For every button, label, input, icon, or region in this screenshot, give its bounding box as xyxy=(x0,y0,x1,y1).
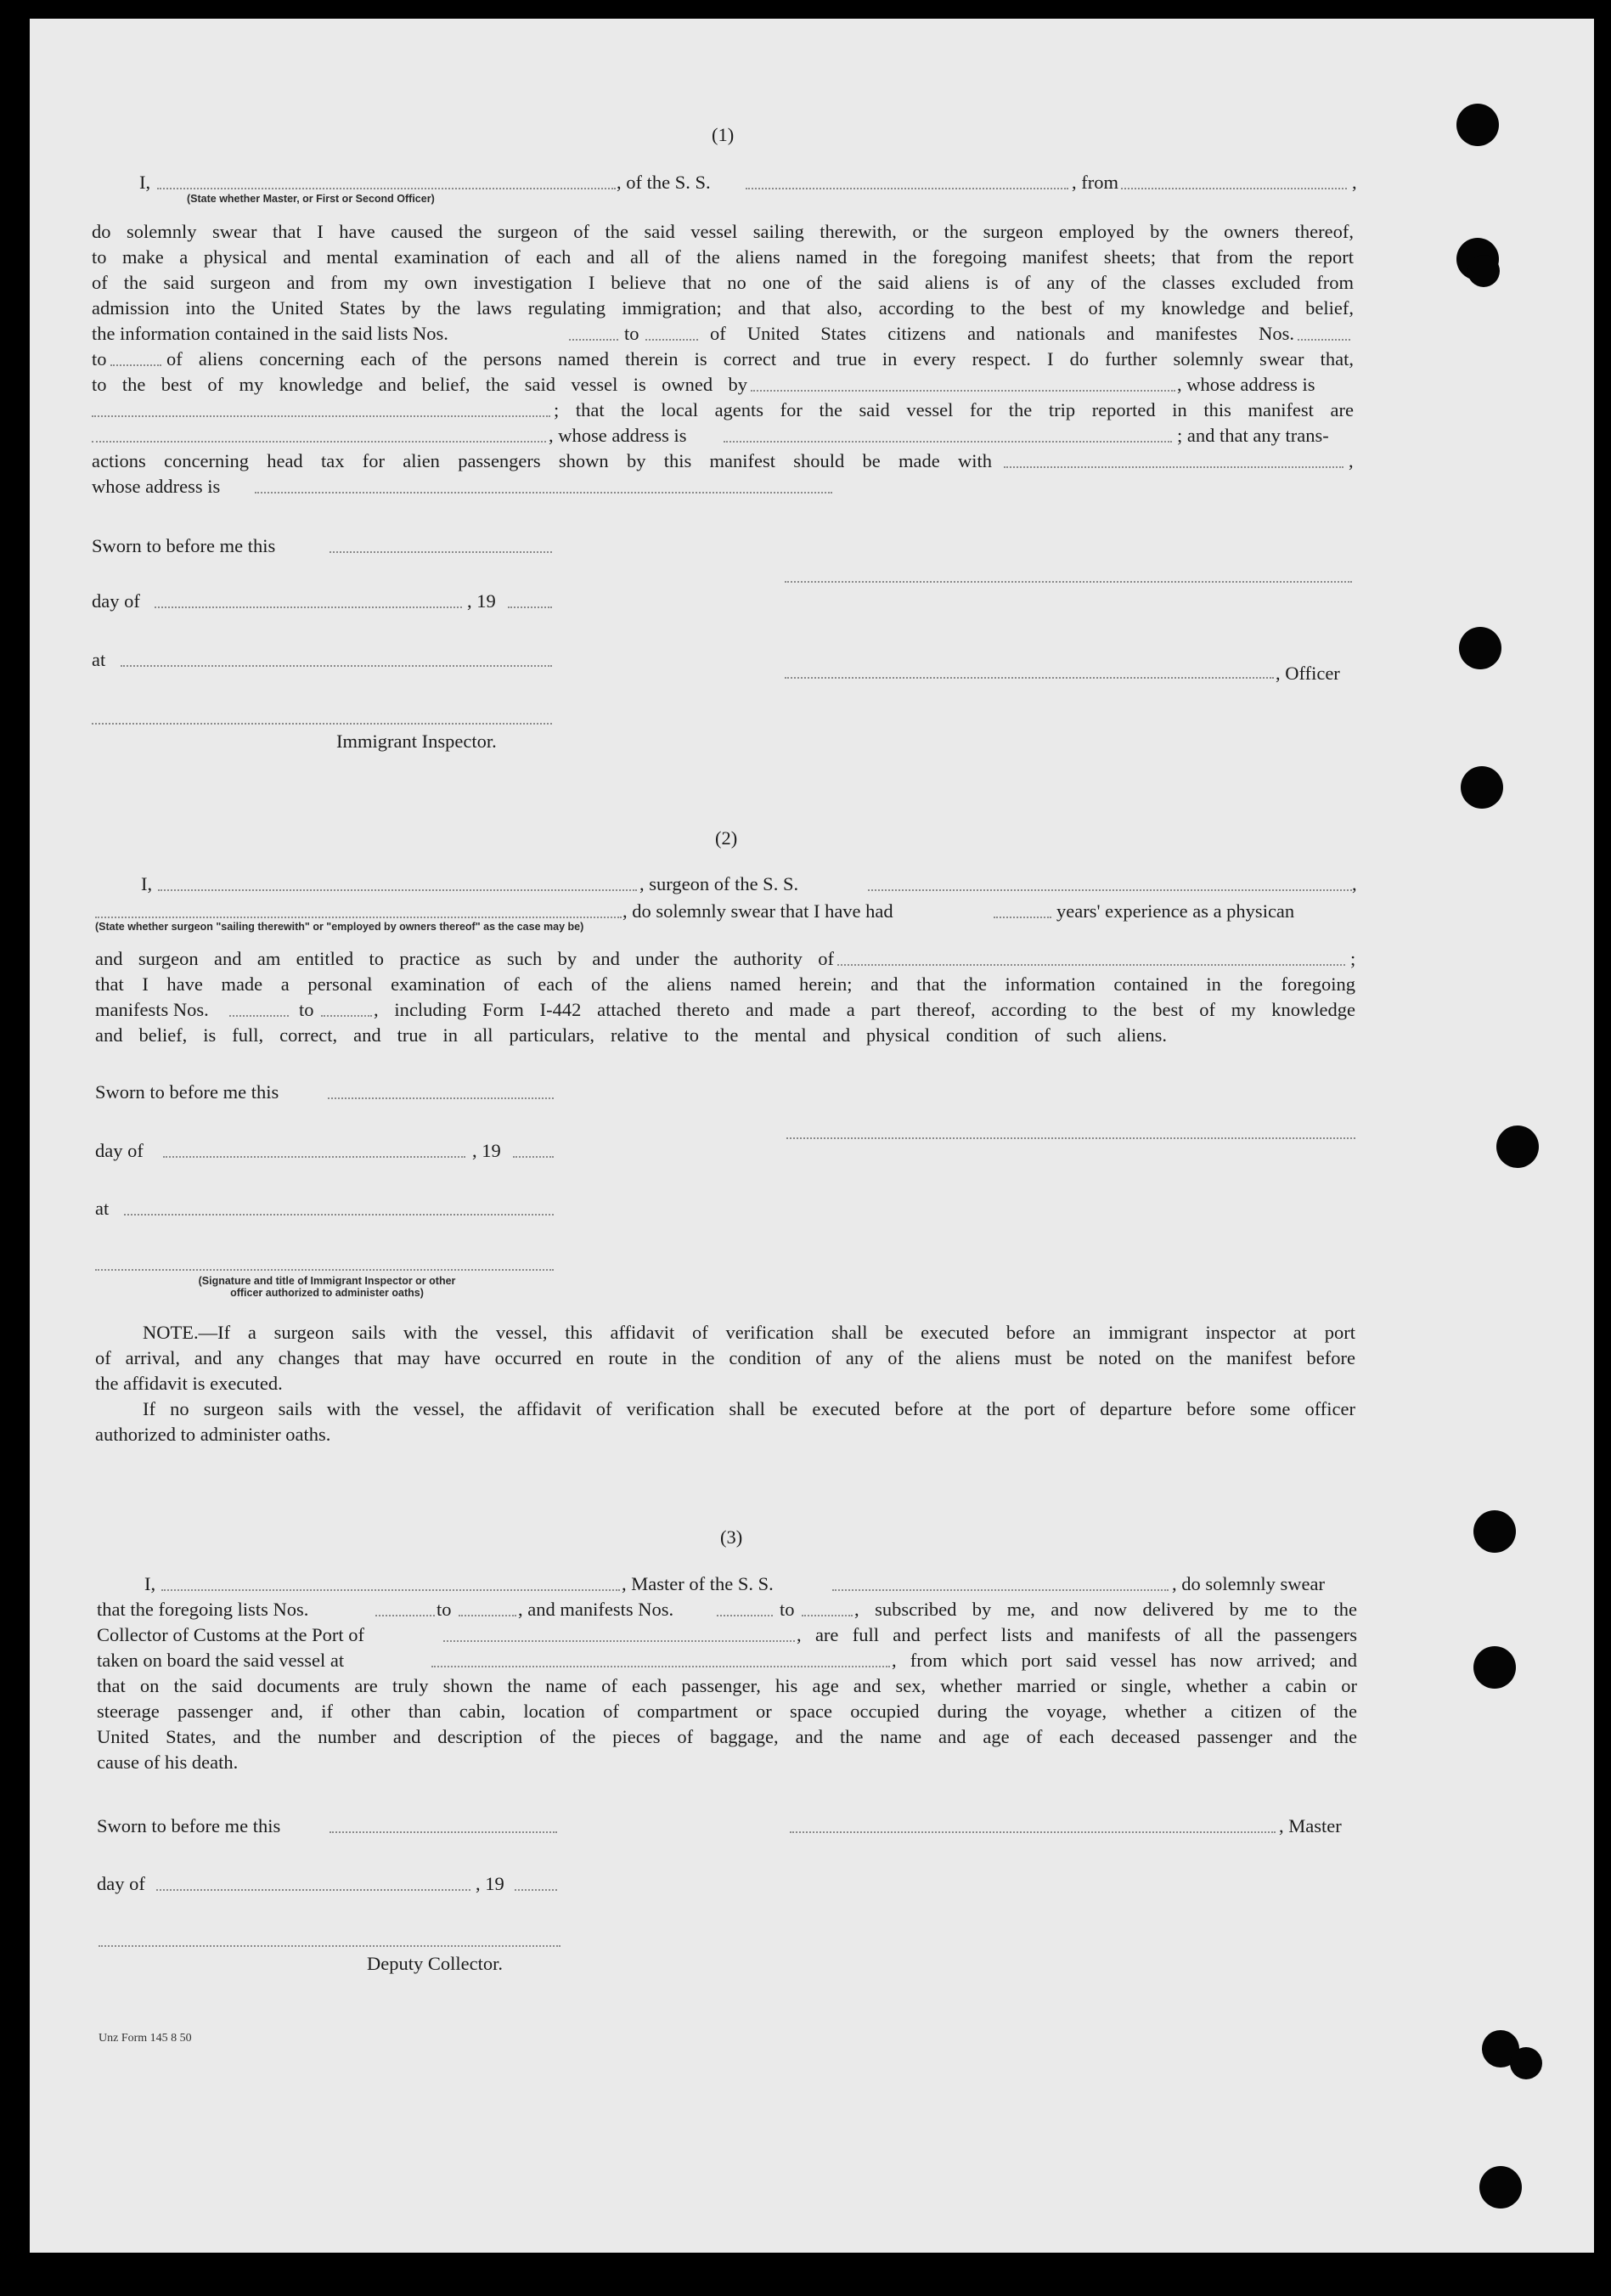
s3-master-of-ss: , Master of the S. S. xyxy=(622,1573,774,1594)
s3-day-field[interactable] xyxy=(156,1889,470,1891)
s1-aliens-text: of aliens concerning each of the persons named therein is correct and true in every respect. I do further solemnly swear that, xyxy=(166,348,1354,370)
punch-hole-4 xyxy=(1459,627,1501,669)
s1-lists-from-field[interactable] xyxy=(569,339,618,341)
s3-arrived-text: , from which port said vessel has now arrived; and xyxy=(892,1650,1357,1671)
s1-sworn-label: Sworn to before me this xyxy=(92,535,276,556)
punch-hole-3 xyxy=(1467,255,1500,287)
s3-lists-from-field[interactable] xyxy=(375,1615,435,1616)
s1-year-label: , 19 xyxy=(467,590,496,612)
s1-text-line-3: of the said surgeon and from my own investigation I believe that no one of the said aliens is of any of the classes excluded from xyxy=(92,272,1354,293)
punch-hole-6 xyxy=(1496,1125,1539,1168)
s1-local-agents-text: ; that the local agents for the said vessel for the trip reported in this manifest are xyxy=(554,399,1354,420)
s1-agents-field[interactable] xyxy=(92,441,546,443)
punch-hole-8 xyxy=(1473,1646,1516,1689)
s2-manifests-nos: manifests Nos. xyxy=(95,999,209,1020)
s3-master-signature-line[interactable] xyxy=(790,1831,1276,1833)
s1-lists-to-field[interactable] xyxy=(645,339,698,341)
s1-head-tax-field[interactable] xyxy=(1004,466,1343,468)
s3-day-label: day of xyxy=(97,1873,145,1894)
s3-sworn-label: Sworn to before me this xyxy=(97,1815,281,1836)
s1-owner-address-field[interactable] xyxy=(92,415,550,417)
s2-surgeon-of-ss: , surgeon of the S. S. xyxy=(639,873,799,894)
s1-citizens-text: of United States citizens and nationals and manifestes Nos. xyxy=(710,323,1294,344)
s1-of-ss: , of the S. S. xyxy=(617,172,711,193)
section-2-number: (2) xyxy=(715,827,738,849)
s2-swear-text: , do solemnly swear that I have had xyxy=(622,900,893,922)
s1-comma-2: , xyxy=(1349,450,1354,471)
s1-lists-nos: the information contained in the said lists Nos. xyxy=(92,323,448,344)
s3-manifest-to-field[interactable] xyxy=(802,1615,853,1616)
s2-text-line-4: and belief, is full, correct, and true in all particulars, relative to the mental and physical condition of such aliens. xyxy=(95,1024,1167,1046)
s1-year-field[interactable] xyxy=(508,606,552,608)
s2-day-label: day of xyxy=(95,1140,144,1161)
punch-hole-5 xyxy=(1461,766,1503,809)
s1-i: I, xyxy=(139,172,151,193)
section-3-number: (3) xyxy=(720,1526,743,1548)
s3-to-2: to xyxy=(780,1599,795,1620)
s1-from-field[interactable] xyxy=(1121,188,1347,189)
s2-text-line-2: that I have made a personal examination of each of the aliens named herein; and that the information contained in the foregoing xyxy=(95,973,1355,995)
s2-semicolon: ; xyxy=(1350,948,1356,969)
s2-sworn-label: Sworn to before me this xyxy=(95,1081,279,1103)
s3-manifests-nos: , and manifests Nos. xyxy=(518,1599,674,1620)
s1-inspector-label: Immigrant Inspector. xyxy=(336,731,497,752)
s3-taken-text: taken on board the said vessel at xyxy=(97,1650,345,1671)
s3-master-label: , Master xyxy=(1279,1815,1342,1836)
s3-text-line-5: steerage passenger and, if other than cabin, location of compartment or space occupied during the voyage, whether a citizen of the xyxy=(97,1701,1357,1722)
s2-years-field[interactable] xyxy=(994,917,1051,918)
s1-sworn-field[interactable] xyxy=(330,551,552,553)
s1-text-line-1: do solemnly swear that I have caused the surgeon of the said vessel sailing therewith, or the surgeon employed by the owners thereof, xyxy=(92,221,1354,242)
s2-signature-hint-2: officer authorized to administer oaths) xyxy=(230,1287,424,1299)
s1-officer-label: , Officer xyxy=(1276,663,1340,684)
s1-to-2: to xyxy=(92,348,107,370)
s2-year-field[interactable] xyxy=(513,1156,554,1158)
s2-manifest-to-field[interactable] xyxy=(321,1015,372,1017)
s1-owned-by-text: to the best of my knowledge and belief, the said vessel is owned by xyxy=(92,374,747,395)
s3-text-line-4: that on the said documents are truly shown the name of each passenger, his age and sex, whether married or single, whether a cabin or xyxy=(97,1675,1357,1696)
s1-to-1: to xyxy=(624,323,639,344)
s3-collector-text: Collector of Customs at the Port of xyxy=(97,1624,364,1645)
s1-head-tax-address-field[interactable] xyxy=(255,492,832,494)
s1-ship-field[interactable] xyxy=(746,188,1068,189)
s2-ship-field[interactable] xyxy=(868,889,1352,891)
s1-owner-field[interactable] xyxy=(751,390,1175,392)
punch-hole-11 xyxy=(1510,2047,1542,2079)
s2-at-field[interactable] xyxy=(124,1214,554,1216)
s1-agents-address-field[interactable] xyxy=(724,441,1172,443)
s3-lists-perfect-text: , are full and perfect lists and manifests of all the passengers xyxy=(797,1624,1357,1645)
s2-day-field[interactable] xyxy=(163,1156,465,1158)
s1-whose-address-2: , whose address is xyxy=(549,425,687,446)
s1-text-line-4: admission into the United States by the laws regulating immigration; and that also, according to the best of my knowledge and belief, xyxy=(92,297,1354,319)
s2-note-line-5: authorized to administer oaths. xyxy=(95,1424,331,1445)
form-number: Unz Form 145 8 50 xyxy=(99,2032,192,2045)
s2-capacity-field[interactable] xyxy=(95,917,622,918)
s1-day-label: day of xyxy=(92,590,140,612)
s2-note-line-4: If no surgeon sails with the vessel, the affidavit of verification shall be executed before at the port of departure before some officer xyxy=(143,1398,1355,1419)
s1-any-trans: ; and that any trans- xyxy=(1177,425,1329,446)
s3-subscribed-text: , subscribed by me, and now delivered by me to the xyxy=(854,1599,1357,1620)
s2-sworn-field[interactable] xyxy=(328,1097,554,1099)
s3-manifest-from-field[interactable] xyxy=(717,1615,773,1616)
s3-departure-port-field[interactable] xyxy=(431,1666,890,1667)
s3-deputy-line[interactable] xyxy=(99,1945,560,1947)
section-1-number: (1) xyxy=(712,124,735,145)
s3-text-line-6: United States, and the number and description of the pieces of baggage, and the name and age of each deceased passenger and the xyxy=(97,1726,1357,1747)
s2-manifest-from-field[interactable] xyxy=(229,1015,289,1017)
s1-officer-hint: (State whether Master, or First or Second Officer) xyxy=(187,193,435,205)
s1-head-tax-text: actions concerning head tax for alien passengers shown by this manifest should be made with xyxy=(92,450,992,471)
s3-sworn-field[interactable] xyxy=(330,1831,557,1833)
punch-hole-10 xyxy=(1479,2166,1522,2209)
s3-text-line-7: cause of his death. xyxy=(97,1752,239,1773)
s2-year-label: , 19 xyxy=(472,1140,501,1161)
s2-signature-line[interactable] xyxy=(786,1137,1355,1139)
s2-form-text: , including Form I-442 attached thereto and made a part thereof, according to the best of my knowledge xyxy=(374,999,1355,1020)
s1-officer-field[interactable] xyxy=(157,188,616,189)
s3-year-label: , 19 xyxy=(476,1873,504,1894)
s3-port-field[interactable] xyxy=(443,1640,795,1642)
s2-comma: , xyxy=(1352,873,1357,894)
s2-to: to xyxy=(299,999,314,1020)
s1-whose-address-1: , whose address is xyxy=(1177,374,1315,395)
s2-note-line-3: the affidavit is executed. xyxy=(95,1373,283,1394)
s3-i: I, xyxy=(144,1573,156,1594)
s2-signature-hint-1: (Signature and title of Immigrant Inspector or other xyxy=(198,1275,456,1287)
s1-manifest-to-field[interactable] xyxy=(110,364,161,366)
s1-officer-line[interactable] xyxy=(785,677,1274,679)
s3-master-name-field[interactable] xyxy=(161,1589,620,1591)
s2-note-line-1: NOTE.—If a surgeon sails with the vessel, this affidavit of verification shall be executed before an immigrant inspector at port xyxy=(143,1322,1355,1343)
punch-hole-1 xyxy=(1456,104,1499,146)
s3-ship-field[interactable] xyxy=(832,1589,1169,1591)
s3-to-1: to xyxy=(437,1599,452,1620)
s2-authority-text: and surgeon and am entitled to practice as such by and under the authority of xyxy=(95,948,834,969)
s1-text-line-2: to make a physical and mental examination of each and all of the aliens named in the foregoing manifest sheets; that from the report xyxy=(92,246,1354,268)
s1-whose-address-3: whose address is xyxy=(92,476,221,497)
s2-authority-field[interactable] xyxy=(837,964,1345,966)
s1-manifest-from-field[interactable] xyxy=(1298,339,1350,341)
punch-hole-7 xyxy=(1473,1510,1516,1553)
s2-note-line-2: of arrival, and any changes that may have occurred en route in the condition of any of the aliens must be noted on the manifest before xyxy=(95,1347,1355,1368)
s3-swear: , do solemnly swear xyxy=(1172,1573,1325,1594)
s3-lists-to-field[interactable] xyxy=(459,1615,516,1616)
s1-at-label: at xyxy=(92,649,106,670)
s2-i: I, xyxy=(141,873,153,894)
s2-inspector-line[interactable] xyxy=(95,1269,554,1271)
s3-deputy-label: Deputy Collector. xyxy=(367,1953,503,1974)
s1-comma: , xyxy=(1352,172,1357,193)
s1-signature-line[interactable] xyxy=(785,581,1352,583)
s2-capacity-hint: (State whether surgeon "sailing therewith" or "employed by owners thereof" as the case may be) xyxy=(95,921,584,933)
s1-from: , from xyxy=(1072,172,1118,193)
s3-year-field[interactable] xyxy=(515,1889,557,1891)
s1-inspector-line[interactable] xyxy=(92,723,552,725)
s2-at-label: at xyxy=(95,1198,110,1219)
s2-surgeon-name-field[interactable] xyxy=(158,889,637,891)
s1-at-field[interactable] xyxy=(121,665,552,667)
s2-years-text: years' experience as a physican xyxy=(1056,900,1295,922)
s3-lists-nos: that the foregoing lists Nos. xyxy=(97,1599,309,1620)
s1-day-field[interactable] xyxy=(155,606,462,608)
